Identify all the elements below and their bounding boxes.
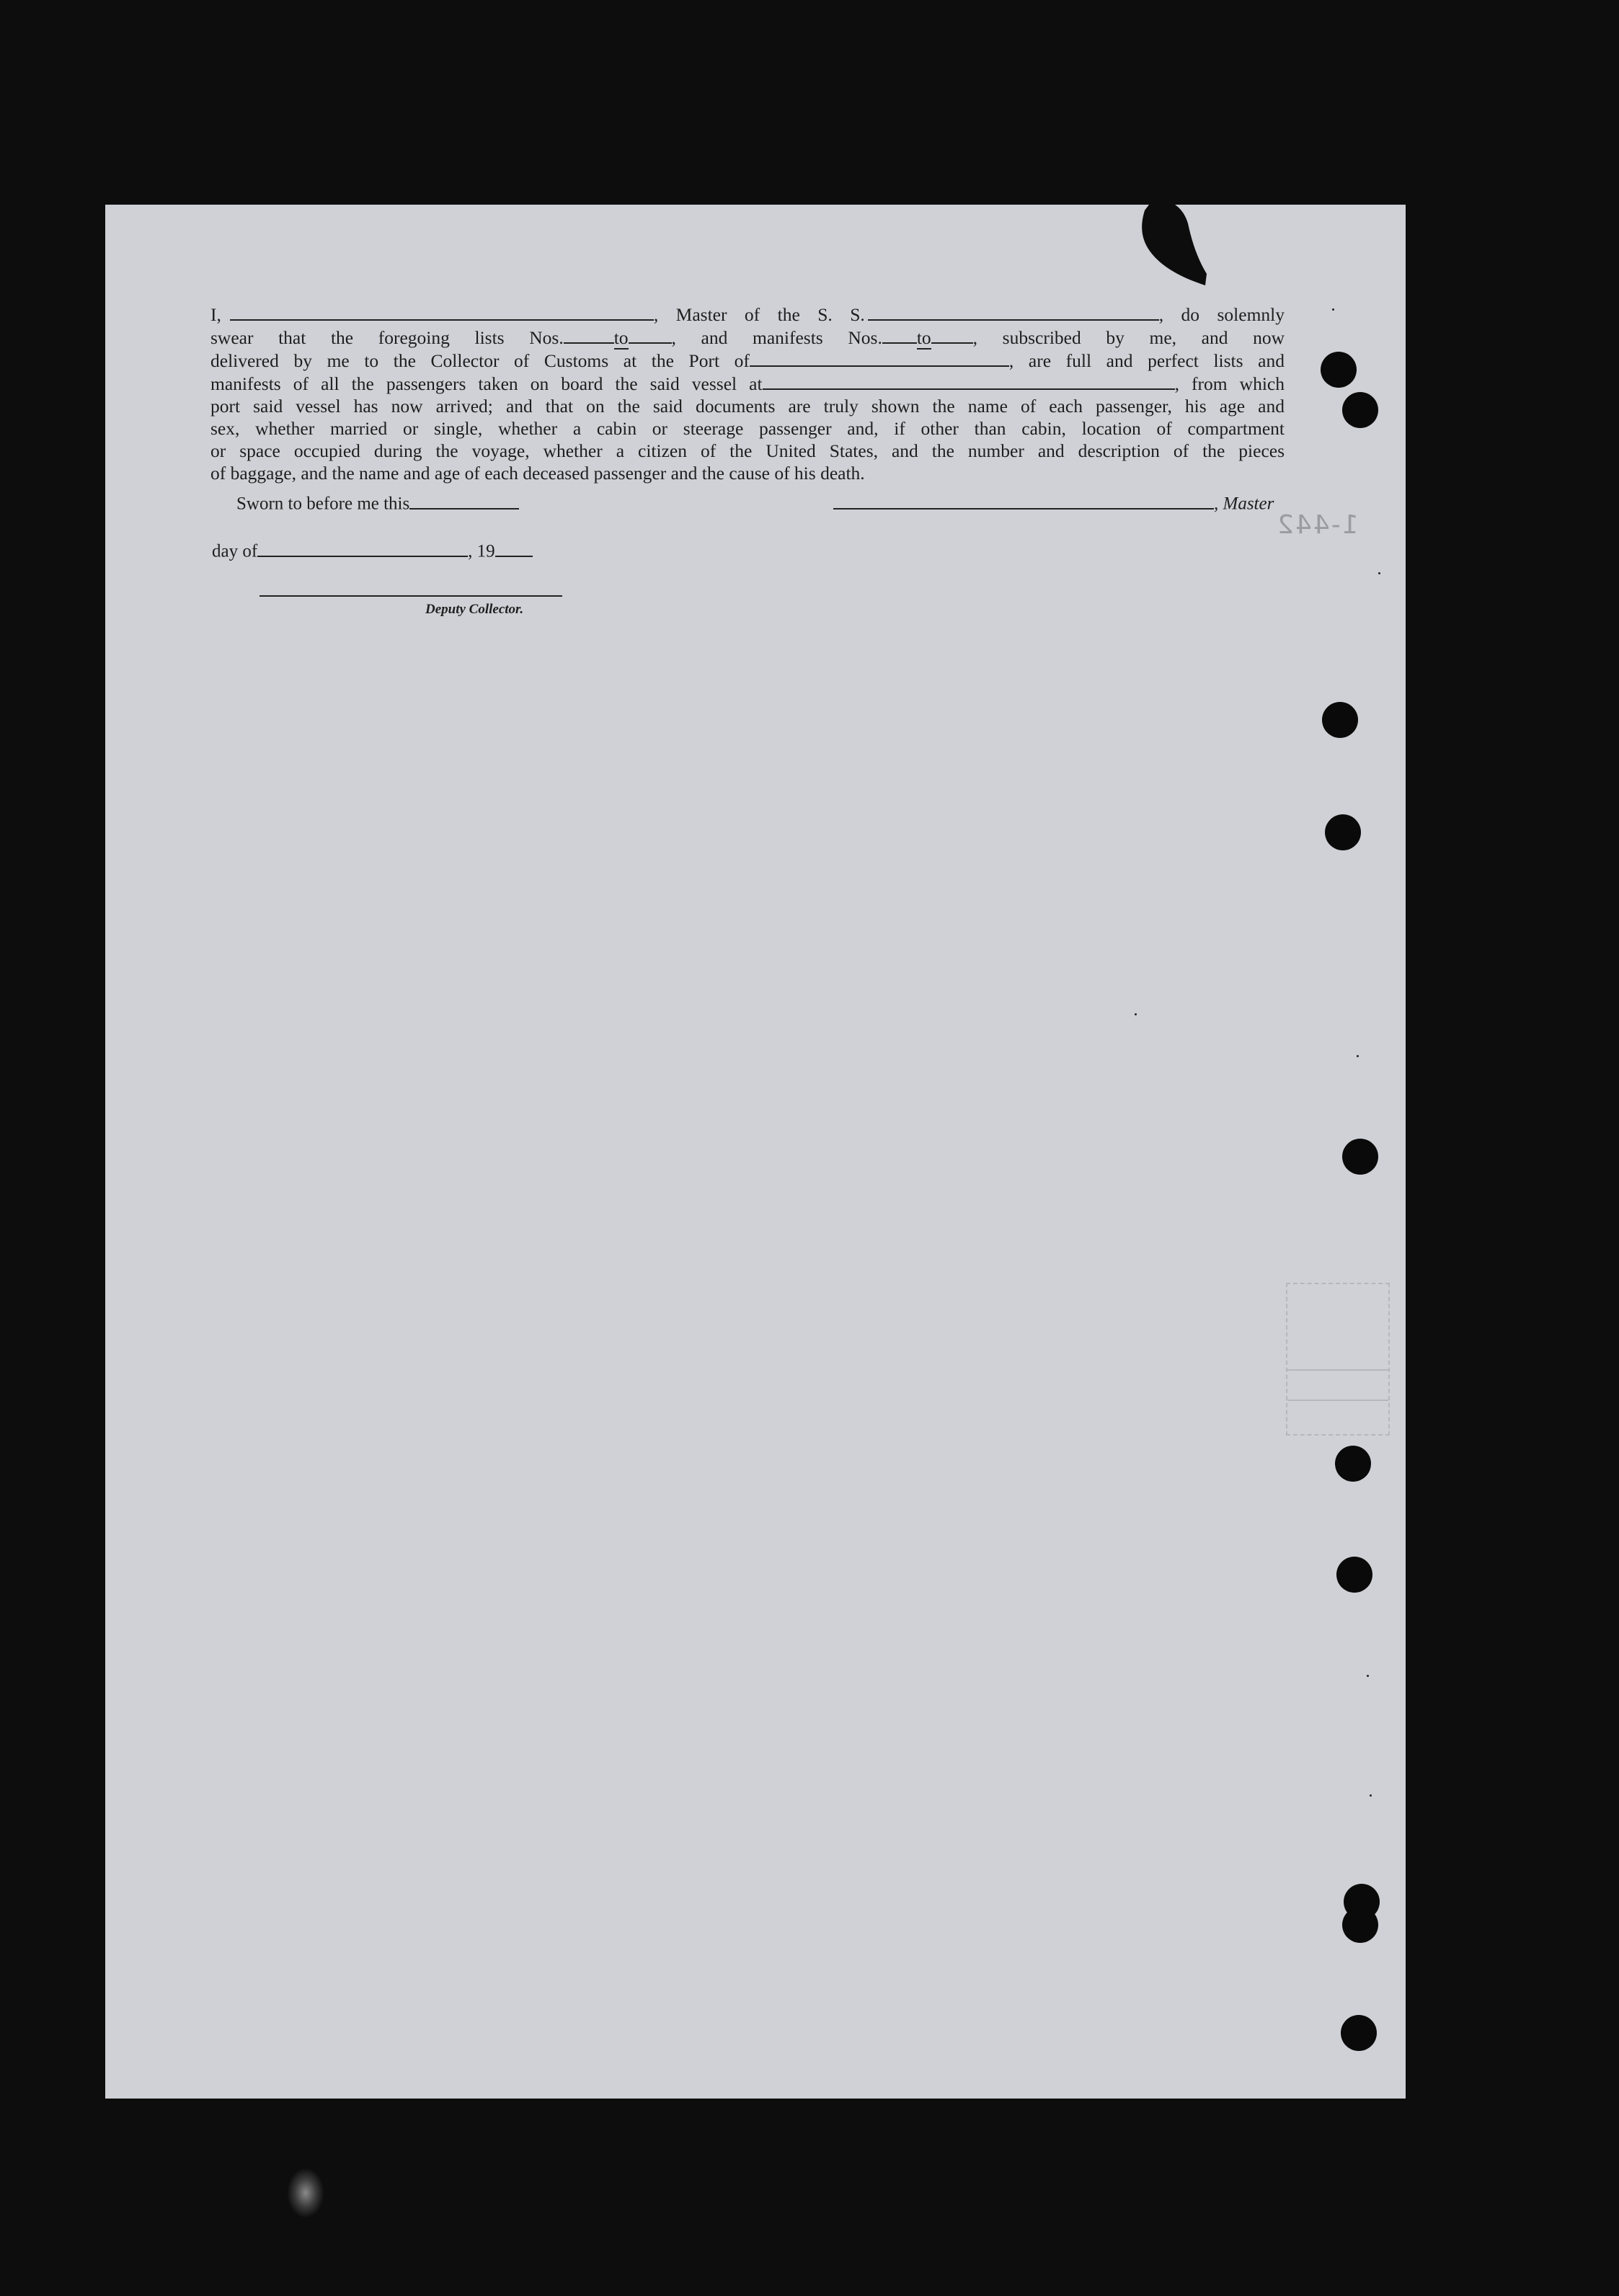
oath-subscribed: , subscribed by me, and now: [972, 326, 1285, 348]
sworn-row: [236, 491, 519, 515]
punch-hole: [1342, 1907, 1378, 1943]
oath-line-7: or space occupied during the voyage, whether a citizen of the United States, and the number and description of the pieces: [210, 440, 1285, 461]
sworn-day-blank: [409, 491, 519, 510]
punch-hole: [1341, 2015, 1377, 2051]
oath-line-3: [210, 349, 1285, 372]
master-signature-blank: [833, 491, 1214, 510]
master-label: , Master: [1214, 494, 1274, 514]
master-signature: [833, 491, 1274, 515]
oath-to-2: to: [916, 326, 931, 348]
oath-paragraph: [210, 303, 1285, 484]
oath-solemnly: , do solemnly: [1158, 303, 1285, 325]
departure-port-blank: [763, 372, 1175, 390]
dust-speck: [1135, 1013, 1137, 1015]
port-blank: [750, 349, 1009, 367]
oath-from-which: , from which: [1174, 373, 1285, 394]
oath-to: to: [613, 326, 629, 348]
punch-hole: [1322, 702, 1358, 738]
oath-swear: swear that the foregoing lists Nos.: [210, 326, 564, 348]
day-row: [212, 539, 533, 562]
punch-hole: [1342, 392, 1378, 428]
master-name-blank: [230, 303, 654, 321]
punch-hole: [1321, 352, 1357, 388]
punch-hole: [1325, 814, 1361, 850]
oath-line-5: port said vessel has now arrived; and that on the said documents are truly shown the name of each passenger, his age and: [210, 395, 1285, 417]
oath-master-of: , Master of the S. S.: [653, 303, 865, 325]
year-blank: [495, 539, 533, 557]
month-blank: [257, 539, 468, 557]
dust-speck: [1332, 308, 1334, 311]
manifest-from-blank: [882, 326, 917, 344]
oath-line-2: [210, 326, 1285, 349]
deputy-collector-label: Deputy Collector.: [425, 602, 524, 617]
year-prefix: , 19: [468, 541, 495, 561]
day-of-label: day of: [212, 541, 258, 561]
punch-hole: [1336, 1557, 1372, 1593]
torn-corner-notch: [1135, 205, 1207, 288]
list-to-blank: [629, 326, 672, 344]
light-flare: [287, 2168, 324, 2218]
punch-hole: [1335, 1446, 1371, 1482]
dust-speck: [1370, 1794, 1372, 1797]
oath-i: I,: [210, 303, 221, 325]
oath-and-manifests: , and manifests Nos.: [671, 326, 882, 348]
oath-line-6: sex, whether married or single, whether a cabin or steerage passenger and, if other than cabin, location of compartment: [210, 417, 1285, 439]
oath-manifests-of: manifests of all the passengers taken on board the said vessel at: [210, 373, 763, 394]
punch-hole: [1342, 1139, 1378, 1175]
ship-name-blank: [868, 303, 1159, 321]
oath-line-8: of baggage, and the name and age of each deceased passenger and the cause of his death.: [210, 462, 865, 484]
oath-full-perfect: , are full and perfect lists and: [1008, 350, 1285, 371]
deputy-collector-signature-line: [260, 595, 562, 597]
faint-stamp-box: [1286, 1283, 1390, 1436]
dust-speck: [1357, 1055, 1359, 1057]
list-from-blank: [564, 326, 614, 344]
dust-speck: [1367, 1675, 1369, 1677]
manifest-to-blank: [931, 326, 973, 344]
pencil-notation: 1-442: [1276, 510, 1359, 540]
oath-line-4: [210, 372, 1285, 395]
sworn-label: Sworn to before me this: [236, 494, 410, 514]
oath-delivered: delivered by me to the Collector of Customs at the Port of: [210, 350, 750, 371]
oath-line-1: [210, 303, 1285, 326]
dust-speck: [1378, 572, 1380, 574]
manifest-page: [105, 205, 1406, 2099]
